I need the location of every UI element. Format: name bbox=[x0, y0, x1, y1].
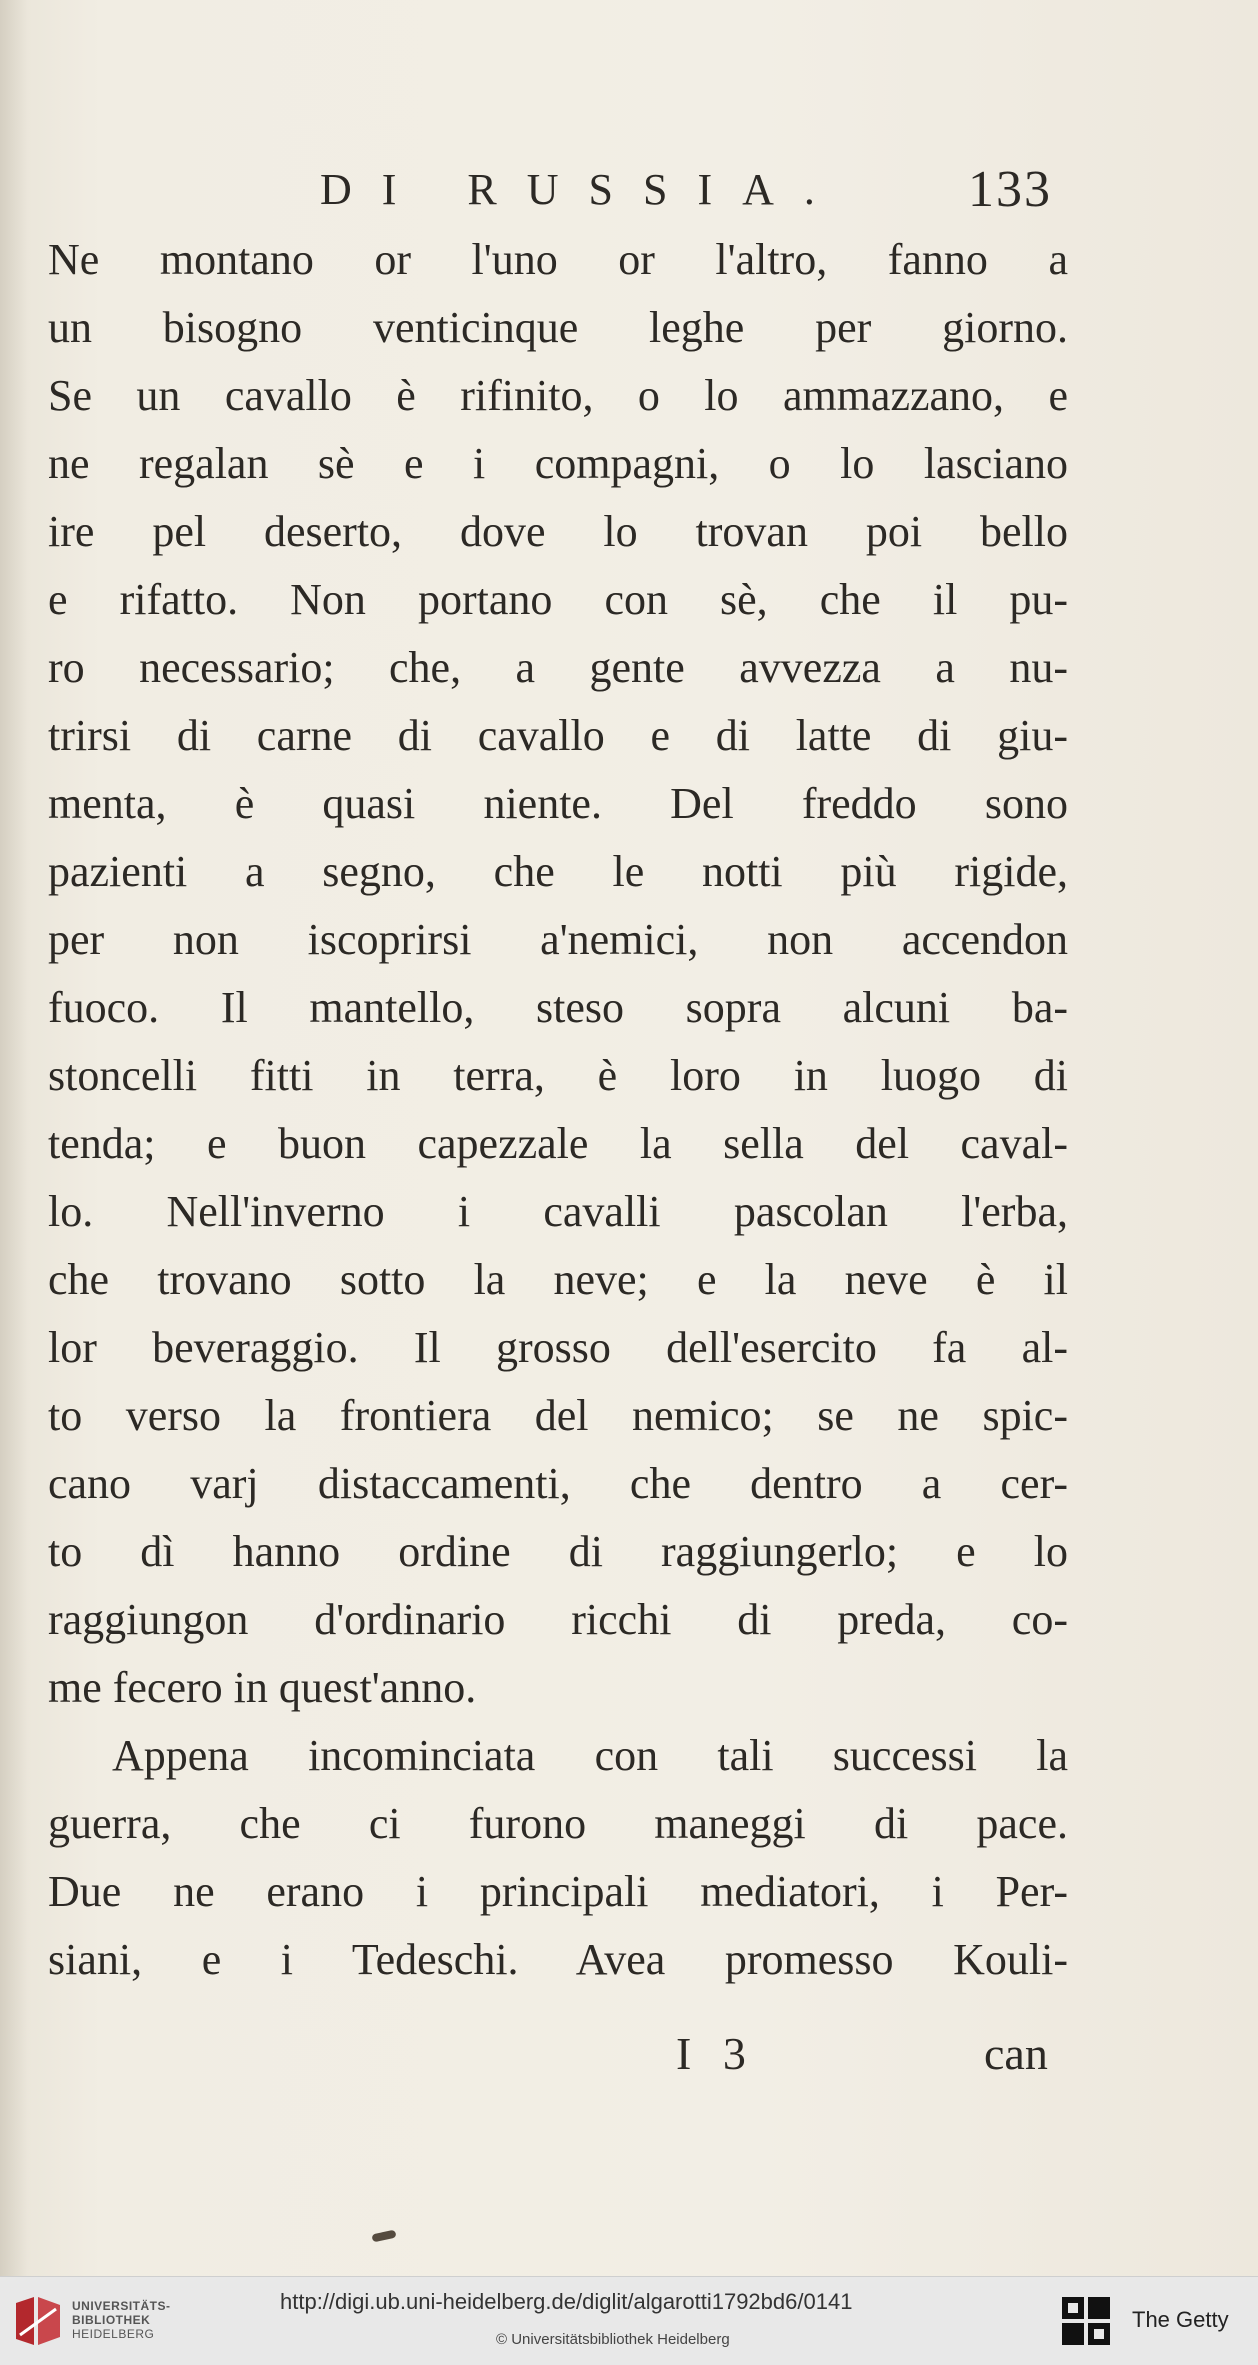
text-line: e rifatto. Non portano con sè, che il pu- bbox=[48, 575, 1068, 624]
library-name-line: UNIVERSITÄTS- bbox=[72, 2299, 171, 2313]
text-line: Due ne erano i principali mediatori, i Per- bbox=[48, 1867, 1068, 1916]
body-text bbox=[48, 226, 1068, 1994]
running-head bbox=[0, 160, 1258, 220]
text-line: tenda; e buon capezzale la sella del caval- bbox=[48, 1119, 1068, 1168]
text-line: stoncelli fitti in terra, è loro in luogo di bbox=[48, 1051, 1068, 1100]
text-line: menta, è quasi niente. Del freddo sono bbox=[48, 779, 1068, 828]
permalink-url[interactable]: http://digi.ub.uni-heidelberg.de/diglit/algarotti1792bd6/0141 bbox=[280, 2289, 853, 2314]
spine-shadow bbox=[0, 0, 28, 2276]
text-line: ire pel deserto, dove lo trovan poi bello bbox=[48, 507, 1068, 556]
ub-heidelberg-logo-text bbox=[72, 2299, 171, 2341]
catchline bbox=[0, 2022, 1258, 2086]
text-line: ne regalan sè e i compagni, o lo lasciano bbox=[48, 439, 1068, 488]
signature-mark: I 3 bbox=[676, 2028, 756, 2079]
digitization-footer bbox=[0, 2276, 1258, 2365]
text-line: per non iscoprirsi a'nemici, non accendon bbox=[48, 915, 1068, 964]
ub-heidelberg-logo-icon bbox=[12, 2295, 64, 2347]
text-line-paragraph-start: Appena incominciata con tali successi la bbox=[112, 1731, 1068, 1780]
page-number: 133 bbox=[968, 161, 1052, 218]
getty-logo-icon bbox=[1060, 2295, 1112, 2347]
text-line: raggiungon d'ordinario ricchi di preda, co- bbox=[48, 1595, 1068, 1644]
text-line: ro necessario; che, a gente avvezza a nu- bbox=[48, 643, 1068, 692]
text-line: siani, e i Tedeschi. Avea promesso Kouli- bbox=[48, 1935, 1068, 1984]
text-line: lor beveraggio. Il grosso dell'esercito fa al- bbox=[48, 1323, 1068, 1372]
library-name-line: BIBLIOTHEK bbox=[72, 2313, 151, 2327]
text-line: cano varj distaccamenti, che dentro a cer- bbox=[48, 1459, 1068, 1508]
getty-label: The Getty bbox=[1132, 2307, 1229, 2332]
text-line: un bisogno venticinque leghe per giorno. bbox=[48, 303, 1068, 352]
text-line: to verso la frontiera del nemico; se ne spic- bbox=[48, 1391, 1068, 1440]
library-name-line: HEIDELBERG bbox=[72, 2327, 155, 2341]
catchword: can bbox=[984, 2028, 1048, 2079]
text-line: fuoco. Il mantello, steso sopra alcuni ba- bbox=[48, 983, 1068, 1032]
text-line: guerra, che ci furono maneggi di pace. bbox=[48, 1799, 1068, 1848]
text-line-paragraph-end: me fecero in quest'anno. bbox=[48, 1663, 477, 1712]
text-line: lo. Nell'inverno i cavalli pascolan l'erba, bbox=[48, 1187, 1068, 1236]
ink-blot bbox=[371, 2230, 396, 2243]
text-line: Se un cavallo è rifinito, o lo ammazzano, e bbox=[48, 371, 1068, 420]
text-line: trirsi di carne di cavallo e di latte di giu- bbox=[48, 711, 1068, 760]
text-line: Ne montano or l'uno or l'altro, fanno a bbox=[48, 235, 1068, 284]
text-line: che trovano sotto la neve; e la neve è il bbox=[48, 1255, 1068, 1304]
running-head-title: DI RUSSIA. bbox=[320, 165, 845, 214]
copyright-notice: © Universitätsbibliothek Heidelberg bbox=[496, 2331, 730, 2348]
text-line: pazienti a segno, che le notti più rigide, bbox=[48, 847, 1068, 896]
text-line: to dì hanno ordine di raggiungerlo; e lo bbox=[48, 1527, 1068, 1576]
